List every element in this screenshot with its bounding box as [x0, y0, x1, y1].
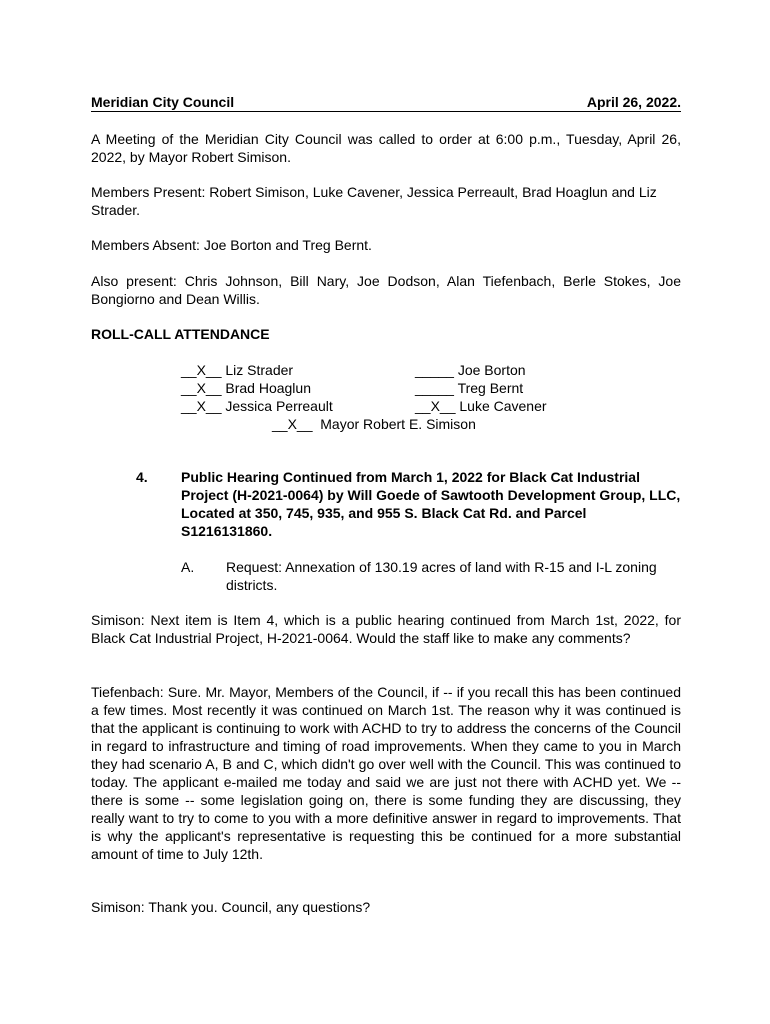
attendance-entry: __X__ Liz Strader	[181, 362, 294, 378]
agenda-item-number: 4.	[136, 469, 148, 485]
council-name: Meridian City Council	[91, 94, 235, 110]
agenda-item-title: Public Hearing Continued from March 1, 2022 for Black Cat Industrial Project (H-2021-0064) by Will Goede of Sawtooth Development Group, LLC, Located at 350, 745, 935, and 955 S. Black Cat Rd. and Parcel S1216131860.	[181, 469, 681, 539]
meeting-date: April 26, 2022.	[586, 94, 681, 110]
attendance-entry: __X__ Luke Cavener	[415, 398, 547, 414]
roll-call-heading: ROLL-CALL ATTENDANCE	[91, 326, 270, 342]
intro-paragraph: A Meeting of the Meridian City Council was called to order at 6:00 p.m., Tuesday, April 26, 2022, by Mayor Robert Simison.	[91, 131, 681, 165]
members-absent: Members Absent: Joe Borton and Treg Bernt.	[91, 237, 372, 253]
transcript-paragraph: Simison: Thank you. Council, any questions?	[91, 899, 371, 915]
page-header	[91, 94, 681, 112]
members-present: Members Present: Robert Simison, Luke Cavener, Jessica Perreault, Brad Hoaglun and Liz Strader.	[91, 184, 657, 218]
transcript-paragraph: Simison: Next item is Item 4, which is a public hearing continued from March 1st, 2022, for Black Cat Industrial Project, H-2021-0064. Would the staff like to make any comments?	[91, 612, 681, 646]
transcript-paragraph: Tiefenbach: Sure. Mr. Mayor, Members of the Council, if -- if you recall this has been continued a few times. Most recently it was continued on March 1st. The reason why it was continued is that the applicant is continuing to work with ACHD to try to address the concerns of the Council in regard to infrastructure and timing of road improvements. When they came to you in March they had scenario A, B and C, which didn't go over well with the Council. This was continued to today. The applicant e-mailed me today and said we are just not there with ACHD yet. We -- there is some -- some legislation going on, there is some funding they are discussing, they really want to try to come to you with a more definitive answer in regard to improvements. That is why the applicant's representative is requesting this be continued for a more substantial amount of time to July 12th.	[91, 684, 681, 862]
attendance-entry: __X__ Jessica Perreault	[181, 398, 333, 414]
attendance-entry: _____ Joe Borton	[415, 362, 526, 378]
also-present: Also present: Chris Johnson, Bill Nary, Joe Dodson, Alan Tiefenbach, Berle Stokes, Joe Bongiorno and Dean Willis.	[91, 273, 681, 307]
agenda-subitem-text: Request: Annexation of 130.19 acres of land with R-15 and I-L zoning districts.	[226, 559, 657, 593]
attendance-entry: _____ Treg Bernt	[415, 380, 524, 396]
agenda-subitem-letter: A.	[181, 559, 195, 575]
attendance-entry: __X__ Brad Hoaglun	[181, 380, 311, 396]
attendance-mayor: __X__ Mayor Robert E. Simison	[272, 416, 476, 432]
